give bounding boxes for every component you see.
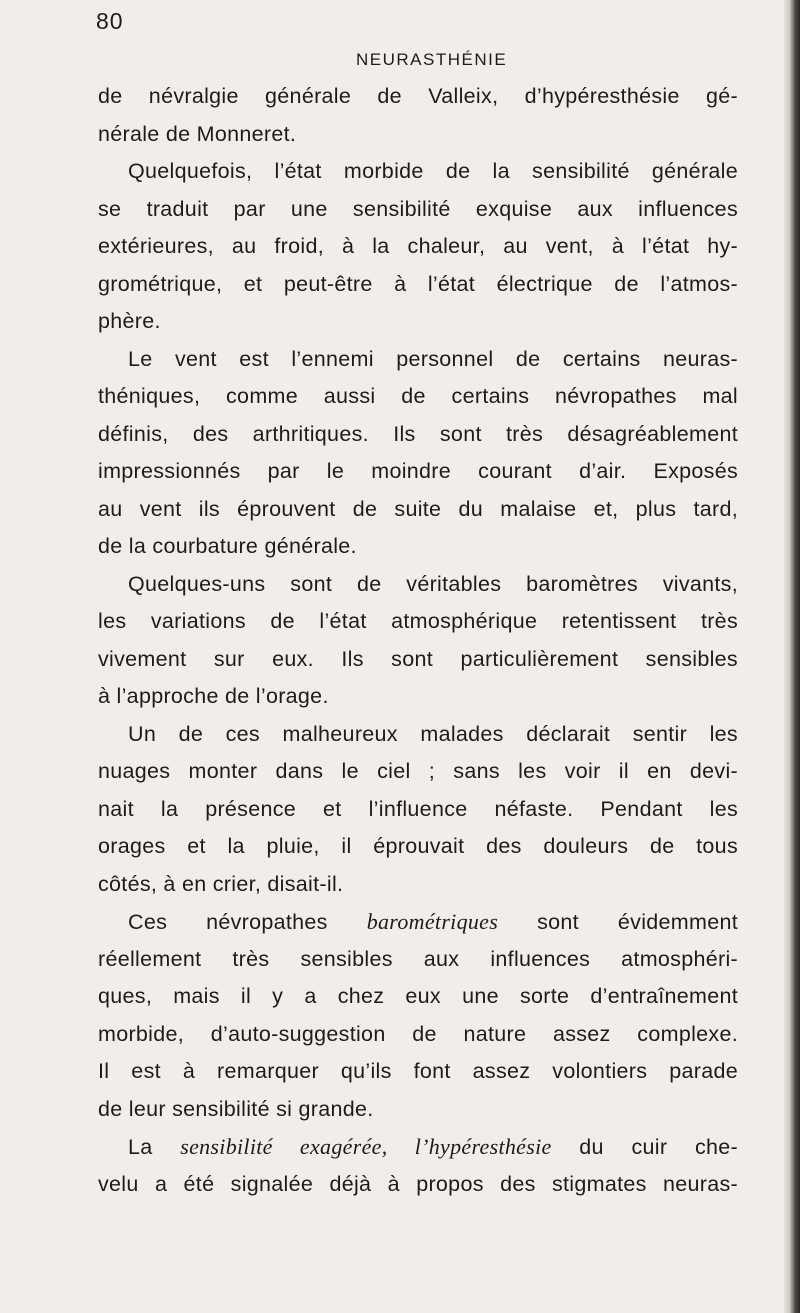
text-run: grométrique, et peut-être à l’état électrique de l’atmos-: [98, 271, 738, 296]
text-run: impressionnés par le moindre courant d’air. Exposés: [98, 459, 738, 483]
text-line: [98, 1166, 738, 1204]
italic-text: sensibilité exagérée, l’hypéresthésie: [180, 1134, 552, 1159]
text-run: réellement très sensibles aux influences atmosphéri-: [98, 946, 738, 971]
italic-text: barométriques: [366, 909, 499, 934]
text-run: Quelquefois, l’état morbide de la sensibilité générale: [128, 159, 738, 183]
text-line: [98, 78, 738, 116]
text-run: extérieures, au froid, à la chaleur, au vent, à l’état hy-: [98, 234, 738, 258]
text-line: [98, 678, 738, 716]
text-line: [98, 228, 738, 266]
text-line: [98, 528, 738, 566]
text-run: Un de ces malheureux malades déclarait sentir les: [128, 721, 738, 746]
text-line: [98, 641, 738, 679]
text-run: morbide, d’auto-suggestion de nature assez complexe.: [98, 1021, 738, 1046]
text-line: [98, 978, 738, 1016]
text-line: [98, 378, 738, 416]
text-run: Le vent est l’ennemi personnel de certains neuras-: [128, 346, 738, 371]
text-line: [98, 416, 738, 454]
text-run: La: [128, 1135, 181, 1159]
text-run: se traduit par une sensibilité exquise aux influences: [98, 196, 738, 221]
text-run: nérale de Monneret.: [98, 121, 297, 146]
text-line: [98, 866, 738, 904]
body-text: [98, 78, 738, 1203]
text-line: [98, 266, 738, 304]
text-run: de la courbature générale.: [98, 534, 357, 558]
running-title: NEURASTHÉNIE: [356, 50, 508, 69]
text-line: [98, 828, 738, 866]
text-line: [98, 191, 738, 229]
text-line: [98, 753, 738, 791]
text-run: orages et la pluie, il éprouvait des douleurs de tous: [98, 834, 738, 858]
text-run: au vent ils éprouvent de suite du malaise et, plus tard,: [98, 496, 738, 521]
text-line: [98, 1053, 738, 1091]
book-gutter-shadow: [784, 0, 800, 1313]
text-run: de leur sensibilité si grande.: [98, 1096, 374, 1121]
text-line: [98, 116, 738, 154]
page-number: 80: [96, 8, 124, 34]
text-run: nait la présence et l’influence néfaste. Pendant les: [98, 796, 738, 821]
text-line: [98, 603, 738, 641]
text-run: Quelques-uns sont de véritables baromètres vivants,: [128, 571, 738, 596]
text-line: [98, 491, 738, 529]
text-run: Il est à remarquer qu’ils font assez volontiers parade: [98, 1059, 738, 1083]
text-line: [98, 303, 738, 341]
text-line: [98, 941, 738, 979]
text-line: [98, 1016, 738, 1054]
text-run: nuages monter dans le ciel ; sans les voir il en devi-: [98, 759, 738, 783]
text-run: vivement sur eux. Ils sont particulièrement sensibles: [98, 646, 738, 671]
text-run: les variations de l’état atmosphérique retentissent très: [98, 609, 738, 633]
text-run: phère.: [98, 309, 161, 333]
text-run: sont évidemment: [498, 910, 738, 934]
text-line: [98, 341, 738, 379]
text-line: [98, 1128, 738, 1166]
text-run: Ces névropathes: [128, 910, 367, 934]
text-run: théniques, comme aussi de certains névropathes mal: [98, 384, 738, 408]
text-run: ques, mais il y a chez eux une sorte d’entraînement: [98, 984, 738, 1008]
text-run: côtés, à en crier, disait-il.: [98, 871, 344, 896]
text-run: définis, des arthritiques. Ils sont très désagréablement: [98, 421, 738, 446]
text-run: velu a été signalée déjà à propos des stigmates neuras-: [98, 1171, 738, 1196]
text-line: [98, 903, 738, 941]
text-line: [98, 566, 738, 604]
text-run: du cuir che-: [551, 1135, 738, 1159]
text-line: [98, 716, 738, 754]
text-line: [98, 1091, 738, 1129]
text-line: [98, 153, 738, 191]
text-run: de névralgie générale de Valleix, d’hypéresthésie gé-: [98, 84, 738, 108]
text-line: [98, 791, 738, 829]
text-run: à l’approche de l’orage.: [98, 684, 329, 708]
text-line: [98, 453, 738, 491]
